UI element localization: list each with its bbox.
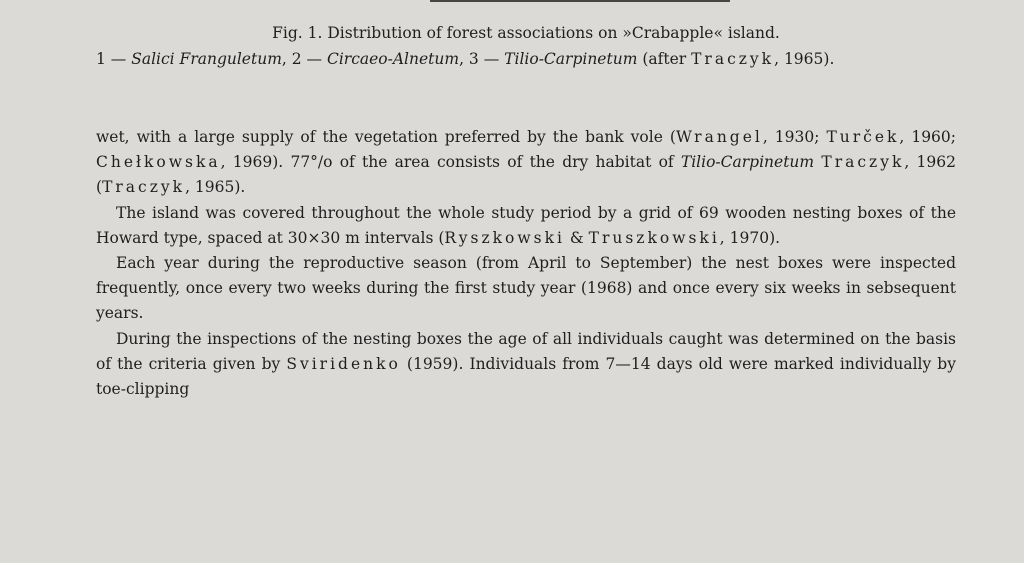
text-run: During the inspections of the nesting boxes the age of all individuals caught was determined on the basis of the criteria given by bbox=[96, 329, 956, 373]
paragraph-3: Each year during the reproductive season (from April to September) the nest boxes were inspected frequently, once every two weeks during the first study year (1968) and once every six weeks in sebsequent years. bbox=[96, 254, 956, 323]
author-name: Chełkowska bbox=[96, 153, 221, 172]
text-run: & bbox=[564, 228, 589, 247]
author-name: Turček bbox=[826, 128, 900, 146]
figure-caption bbox=[96, 20, 956, 72]
figure-caption-legend bbox=[96, 46, 956, 72]
legend-text: , 1965). bbox=[774, 50, 835, 68]
text-run: , 1969). 77°/o of the area consists of the dry habitat of bbox=[220, 153, 681, 172]
text-run: (1959). Individuals from 7—14 days old were marked individually by toe-clipping bbox=[96, 354, 956, 399]
paragraph-2 bbox=[96, 201, 956, 251]
text-run: , 1930; bbox=[762, 128, 827, 146]
author-name: Truszkowski bbox=[588, 228, 720, 247]
author-name: Sviridenko bbox=[286, 354, 401, 373]
legend-taxon: Salici Franguletum bbox=[131, 50, 282, 68]
legend-text: 1 — bbox=[96, 50, 132, 68]
legend-text: , 3 — bbox=[459, 50, 505, 68]
text-run: , 1970). bbox=[719, 228, 781, 247]
figure-caption-title: Fig. 1. Distribution of forest associations on »Crabapple« island. bbox=[272, 24, 780, 42]
text-run: , 1962 ( bbox=[96, 153, 956, 197]
text-run: , 1965). bbox=[185, 178, 246, 197]
text-run: , 1960; bbox=[899, 128, 957, 146]
body-text bbox=[96, 125, 956, 402]
top-rule bbox=[430, 0, 730, 2]
paragraph-1 bbox=[96, 125, 956, 201]
author-name: Ryszkowski bbox=[444, 228, 565, 247]
paragraph-4 bbox=[96, 327, 956, 403]
author-name: Wrangel bbox=[675, 128, 763, 146]
taxon-name: Tilio-Carpinetum bbox=[680, 153, 815, 172]
author-name: Traczyk bbox=[821, 153, 905, 172]
legend-text: (after bbox=[637, 50, 692, 68]
text-run: wet, with a large supply of the vegetation preferred by the bank vole ( bbox=[96, 128, 676, 146]
legend-text: , 2 — bbox=[281, 50, 327, 68]
legend-author: Traczyk bbox=[691, 50, 775, 68]
text-run: The island was covered throughout the whole study period by a grid of 69 wooden nesting boxes of the Howard type, spaced at 30×30 m intervals ( bbox=[96, 203, 956, 247]
legend-taxon: Tilio-Carpinetum bbox=[504, 50, 638, 68]
legend-taxon: Circaeo-Alnetum bbox=[326, 50, 460, 68]
author-name: Traczyk bbox=[102, 178, 186, 197]
